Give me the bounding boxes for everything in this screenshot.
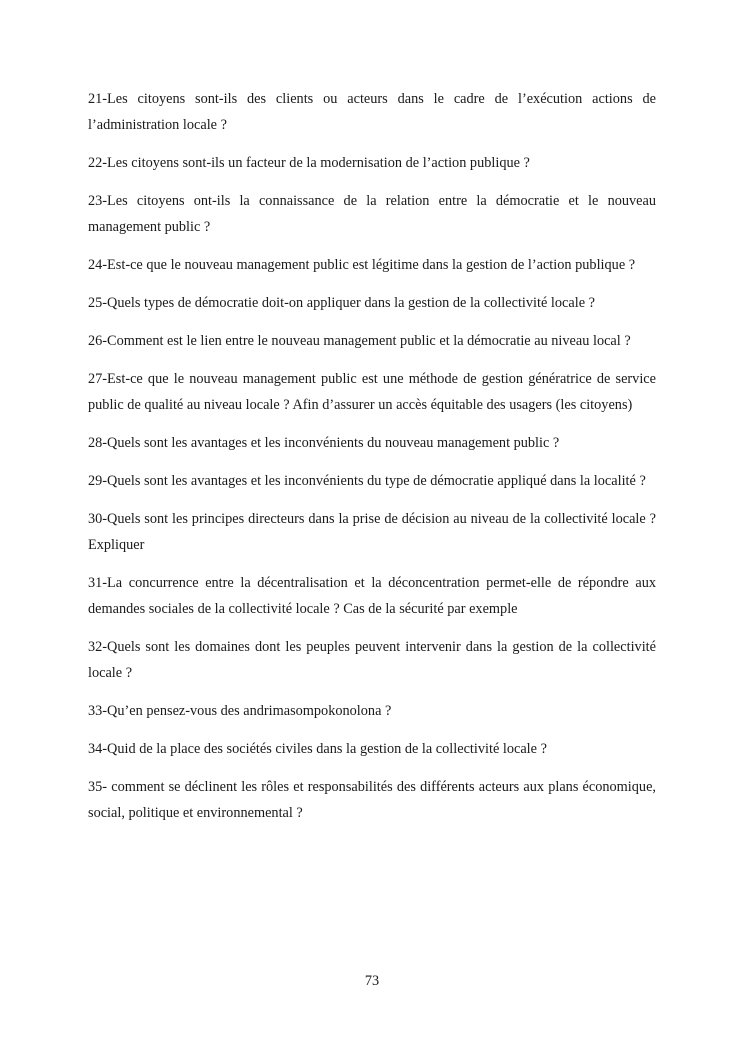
- question-30: 30-Quels sont les principes directeurs dans la prise de décision au niveau de la collectivité locale ? Expliquer: [88, 511, 656, 553]
- question-26: 26-Comment est le lien entre le nouveau management public et la démocratie au niveau local ?: [88, 333, 631, 349]
- question-24: 24-Est-ce que le nouveau management public est légitime dans la gestion de l’action publique ?: [88, 257, 636, 273]
- question-32: 32-Quels sont les domaines dont les peuples peuvent intervenir dans la gestion de la collectivité locale ?: [88, 639, 656, 681]
- question-22: 22-Les citoyens sont-ils un facteur de la modernisation de l’action publique ?: [88, 155, 530, 171]
- question-21: 21-Les citoyens sont-ils des clients ou acteurs dans le cadre de l’exécution actions de l’administration locale ?: [88, 91, 656, 133]
- question-23: 23-Les citoyens ont-ils la connaissance de la relation entre la démocratie et le nouveau management public ?: [88, 193, 656, 235]
- question-27: 27-Est-ce que le nouveau management public est une méthode de gestion génératrice de service public de qualité au niveau locale ? Afin d’assurer un accès équitable des usagers (les citoyens): [88, 371, 656, 413]
- question-35: 35- comment se déclinent les rôles et responsabilités des différents acteurs aux plans économique, social, politique et environnemental ?: [88, 779, 656, 821]
- question-33: 33-Qu’en pensez-vous des andrimasompokonolona ?: [88, 703, 392, 719]
- question-34: 34-Quid de la place des sociétés civiles dans la gestion de la collectivité locale ?: [88, 741, 547, 757]
- question-28: 28-Quels sont les avantages et les inconvénients du nouveau management public ?: [88, 435, 560, 451]
- question-29: 29-Quels sont les avantages et les inconvénients du type de démocratie appliqué dans la localité ?: [88, 473, 646, 489]
- question-31: 31-La concurrence entre la décentralisation et la déconcentration permet-elle de répondre aux demandes sociales de la collectivité locale ? Cas de la sécurité par exemple: [88, 575, 656, 617]
- page-number: 73: [364, 973, 380, 989]
- question-list: [88, 86, 656, 838]
- question-25: 25-Quels types de démocratie doit-on appliquer dans la gestion de la collectivité locale ?: [88, 295, 595, 311]
